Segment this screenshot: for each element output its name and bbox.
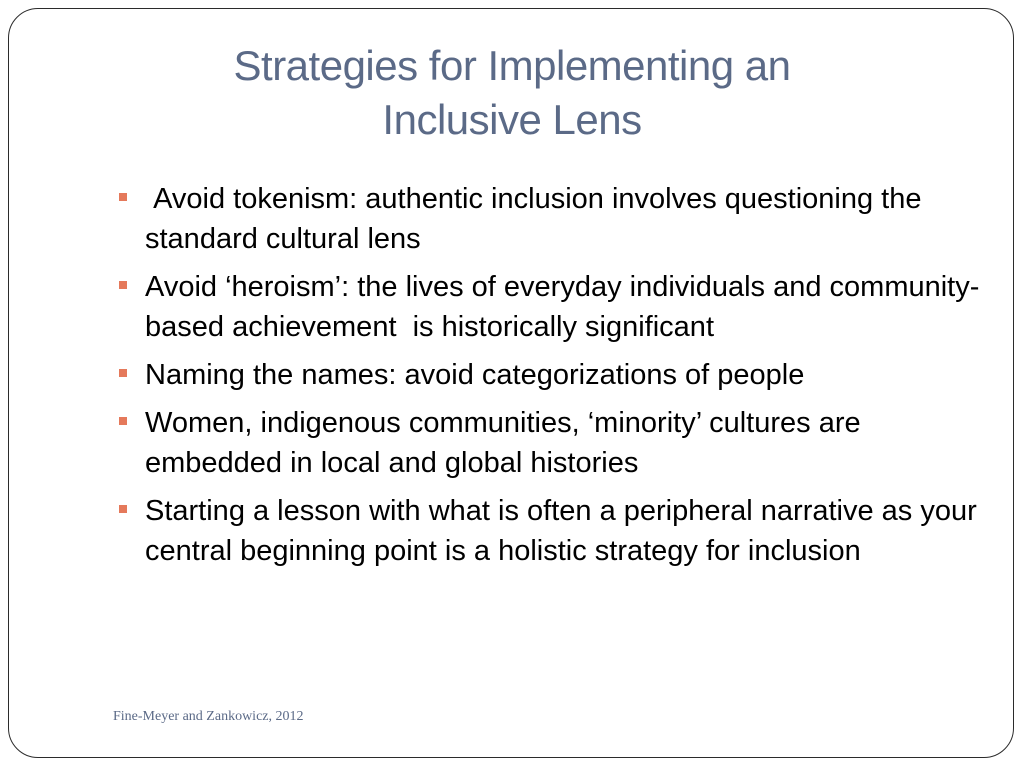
bullet-text: Naming the names: avoid categorizations of people — [145, 359, 805, 391]
bullet-item — [113, 403, 993, 483]
slide-title — [9, 39, 1014, 147]
square-bullet-icon — [119, 193, 127, 201]
bullet-text: Starting a lesson with what is often a peripheral narrative as your central beginning point is a holistic strategy for inclusion — [145, 495, 977, 567]
square-bullet-icon — [119, 505, 127, 513]
bullet-item — [113, 355, 993, 395]
bullet-item — [113, 491, 993, 571]
bullet-item — [113, 267, 993, 347]
slide — [8, 8, 1014, 758]
citation-footer: Fine-Meyer and Zankowicz, 2012 — [113, 709, 304, 724]
bullet-list — [113, 179, 993, 579]
slide-title-line-2: Inclusive Lens — [382, 96, 642, 143]
slide-title-line-1: Strategies for Implementing an — [233, 42, 791, 89]
bullet-text: Women, indigenous communities, ‘minority’ cultures are embedded in local and global histories — [145, 407, 861, 479]
bullet-text: Avoid tokenism: authentic inclusion involves questioning the standard cultural lens — [145, 183, 930, 255]
bullet-text: Avoid ‘heroism’: the lives of everyday individuals and community-based achievement is historically significant — [145, 271, 980, 343]
bullet-item — [113, 179, 993, 259]
square-bullet-icon — [119, 417, 127, 425]
square-bullet-icon — [119, 281, 127, 289]
square-bullet-icon — [119, 369, 127, 377]
